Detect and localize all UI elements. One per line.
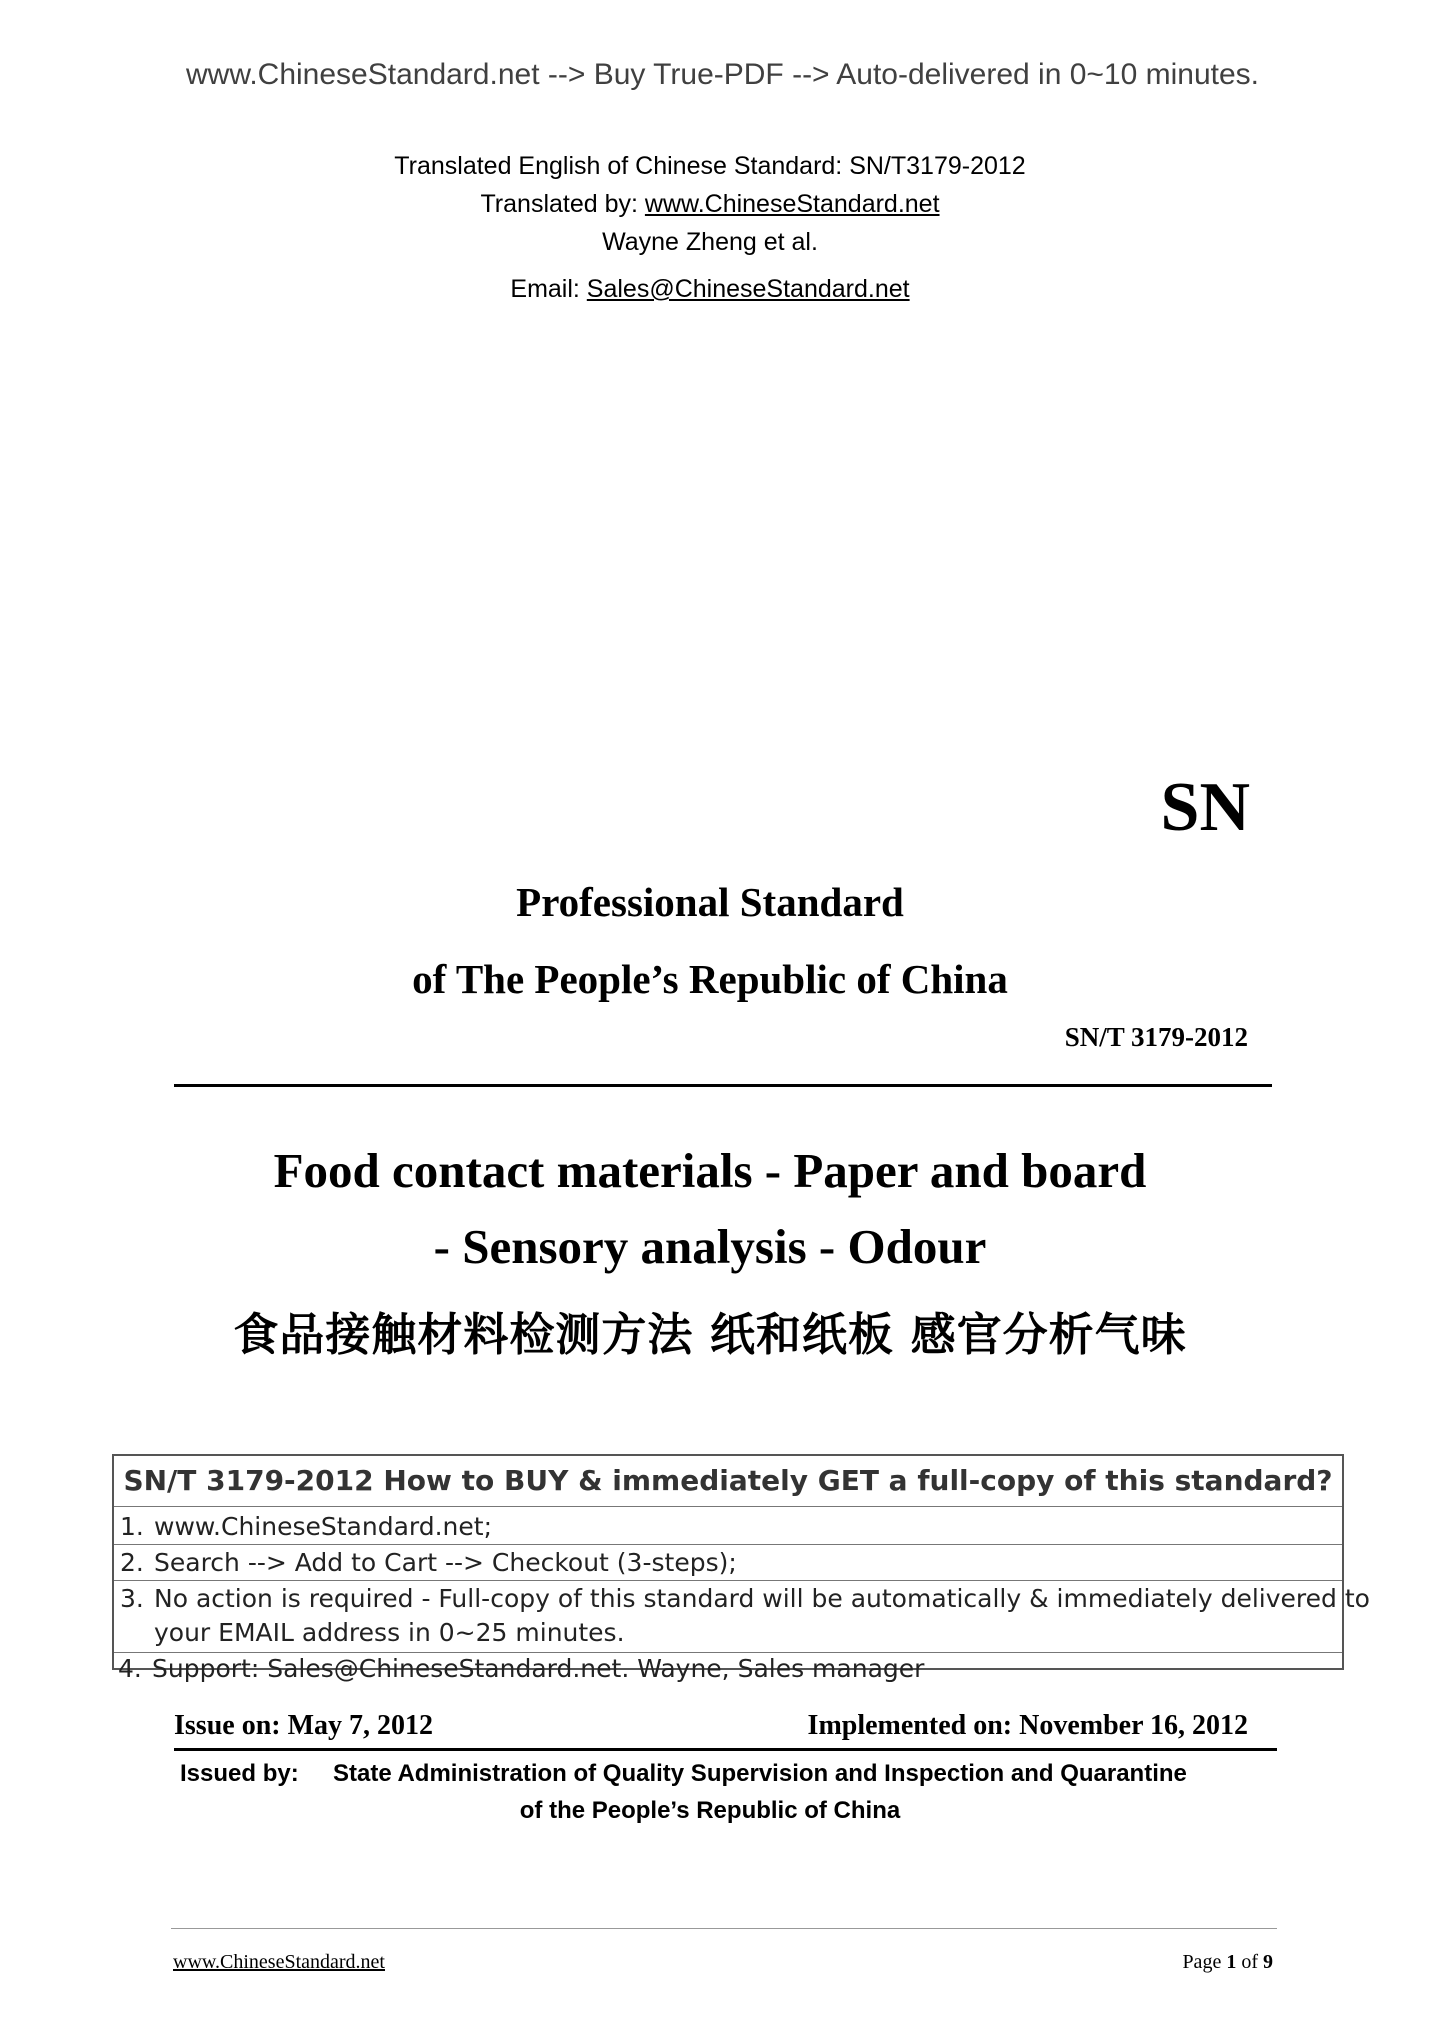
header-line-1: Professional Standard [516,879,904,925]
page-prefix: Page [1182,1951,1227,1973]
title-chinese: 食品接触材料检测方法 纸和纸板 感官分析气味 [233,1308,1187,1361]
list-text: Support: Sales@ChineseStandard.net. Wayne, Sales manager [152,1654,925,1683]
buy-step-3 [120,1584,1370,1613]
buy-box-divider [114,1544,1342,1545]
list-number: 3. [120,1584,144,1613]
email-line [0,275,1420,304]
list-text: your EMAIL address in 0~25 minutes. [154,1618,625,1647]
page-number [1182,1951,1273,1974]
list-text: No action is required - Full-copy of this standard will be automatically & immediately delivered to [154,1584,1370,1613]
implemented-date: Implemented on: November 16, 2012 [807,1710,1248,1741]
issued-by-label: Issued by: [180,1760,299,1787]
buy-step-4 [118,1654,924,1683]
issue-date: Issue on: May 7, 2012 [174,1710,434,1741]
standard-code: SN/T 3179-2012 [1064,1022,1248,1052]
buy-box-divider [114,1580,1342,1581]
list-number: 1. [120,1512,144,1541]
buy-step-1 [120,1512,492,1541]
header-line-2: of The People’s Republic of China [412,956,1008,1002]
buy-box-divider [114,1652,1342,1653]
title-line-1: Food contact materials - Paper and board [273,1143,1147,1198]
translated-by-label: Translated by: [480,190,645,218]
page-total: 9 [1263,1951,1273,1973]
list-number: 2. [120,1548,144,1577]
translated-by-line [0,190,1420,219]
buy-step-2 [120,1548,737,1577]
header-divider [174,1084,1272,1087]
translator-names: Wayne Zheng et al. [602,228,818,256]
translated-by-link[interactable]: www.ChineseStandard.net [644,190,940,218]
buy-step-3-continued [120,1618,625,1647]
buy-box-heading: SN/T 3179-2012 How to BUY & immediately GET a full-copy of this standard? [123,1464,1333,1497]
dates-divider [174,1748,1277,1751]
footer-divider [171,1928,1277,1929]
list-number: 4. [118,1654,142,1683]
page-current: 1 [1226,1951,1237,1973]
page-mid: of [1236,1951,1263,1973]
translation-standard-line: Translated English of Chinese Standard: SN/T3179-2012 [394,152,1026,180]
list-text: Search --> Add to Cart --> Checkout (3-steps); [154,1548,737,1577]
top-banner: www.ChineseStandard.net --> Buy True-PDF --> Auto-delivered in 0~10 minutes. [185,58,1260,91]
footer-site-link[interactable]: www.ChineseStandard.net [173,1951,385,1973]
email-label: Email: [510,275,587,303]
buy-info-box [112,1454,1370,1670]
issuer-line-1: State Administration of Quality Supervision and Inspection and Quarantine [333,1760,1187,1787]
email-link[interactable]: Sales@ChineseStandard.net [586,275,910,303]
standard-mark: SN [1160,769,1250,846]
list-text[interactable]: www.ChineseStandard.net; [154,1512,493,1541]
issuer-line-2: of the People’s Republic of China [519,1797,901,1824]
title-line-2: - Sensory analysis - Odour [433,1219,987,1274]
buy-box-divider [114,1506,1342,1507]
